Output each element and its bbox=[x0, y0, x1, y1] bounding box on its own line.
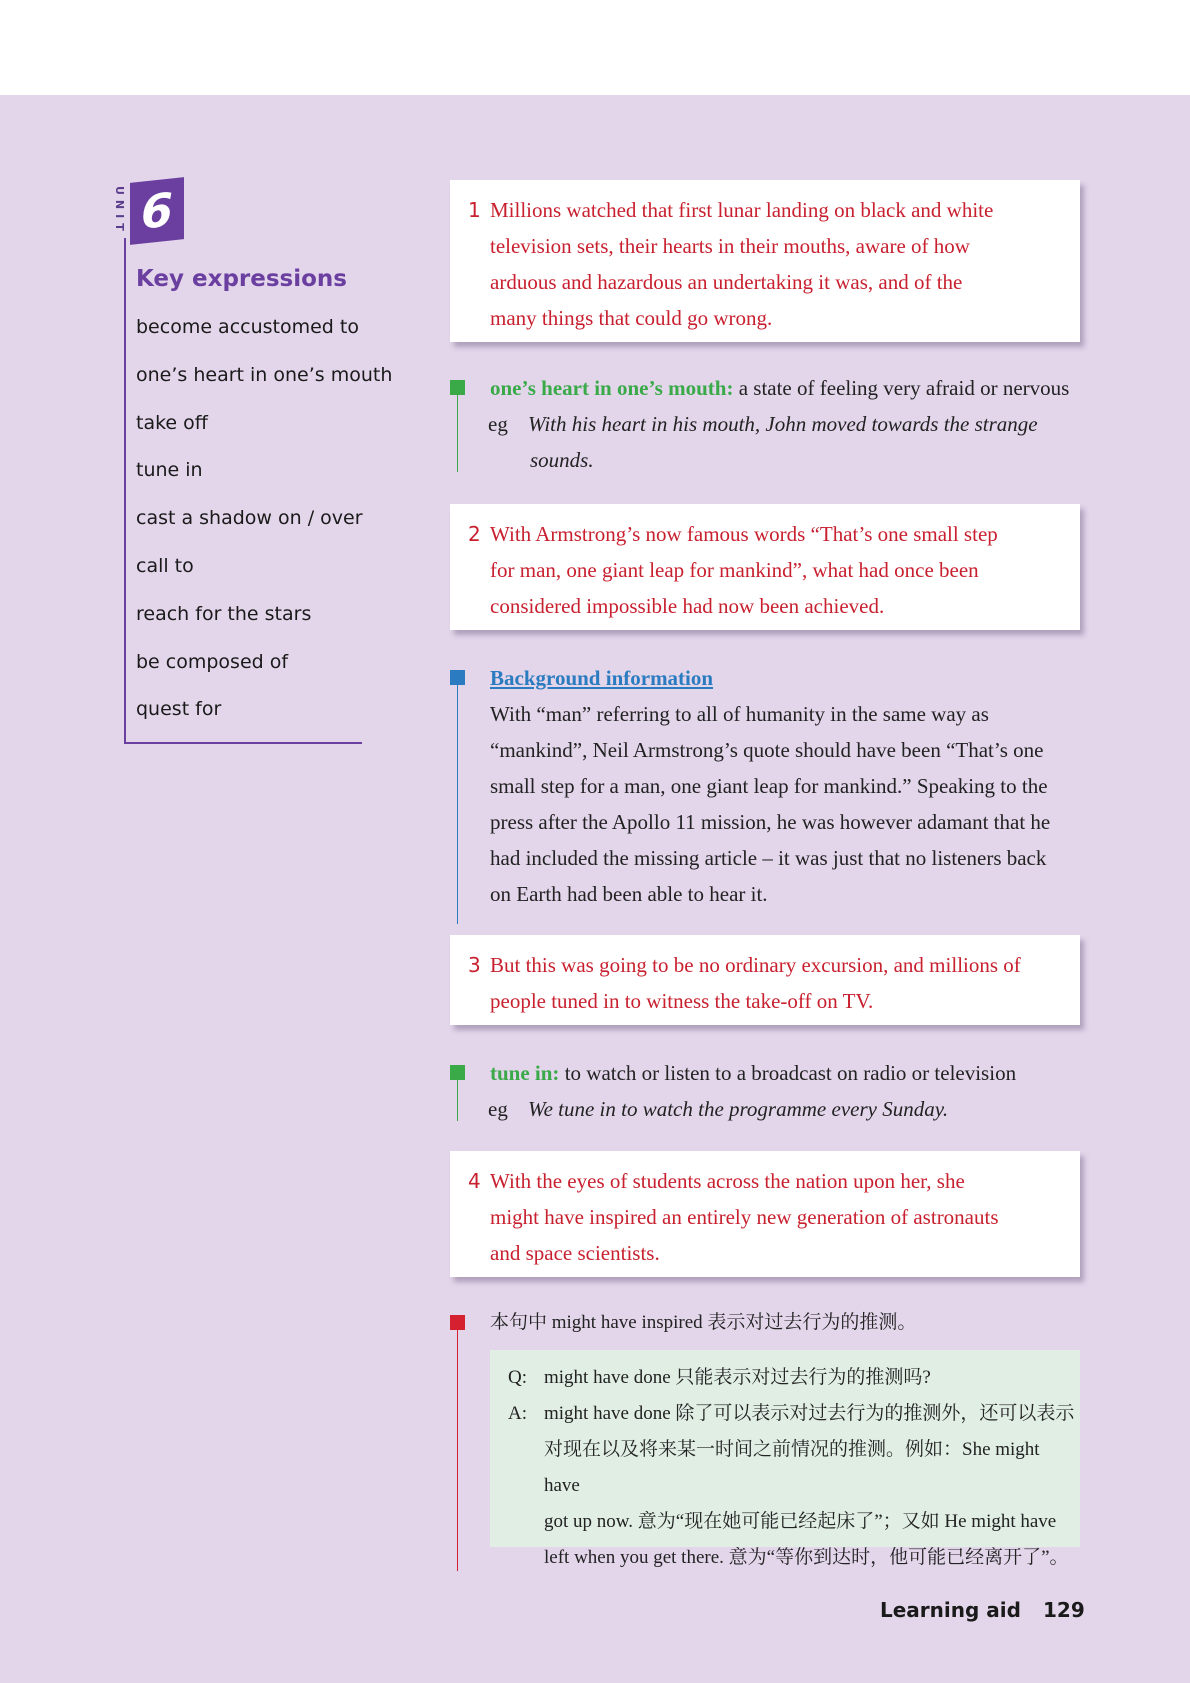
page-number: 129 bbox=[1043, 1598, 1085, 1622]
quote-line: With Armstrong’s now famous words “That’s one small step bbox=[490, 522, 998, 546]
unit-number-badge: 6 bbox=[130, 177, 184, 245]
quote-line: considered impossible had now been achieved. bbox=[490, 594, 885, 618]
green-square-icon bbox=[450, 1065, 465, 1080]
quote-box bbox=[450, 504, 1080, 630]
red-square-icon bbox=[450, 1315, 465, 1330]
list-item: cast a shadow on / over bbox=[136, 507, 363, 530]
answer-line: got up now. 意为“现在她可能已经起床了”；又如 He might have bbox=[544, 1511, 1057, 1532]
definition: a state of feeling very afraid or nervous bbox=[733, 376, 1070, 400]
quote-line: might have inspired an entirely new generation of astronauts bbox=[490, 1205, 999, 1229]
quote-line: But this was going to be no ordinary excursion, and millions of bbox=[490, 953, 1021, 977]
list-item: call to bbox=[136, 554, 194, 577]
list-item: become accustomed to bbox=[136, 316, 359, 338]
term: one’s heart in one’s mouth: bbox=[490, 376, 734, 400]
divider bbox=[124, 742, 362, 744]
list-item: reach for the stars bbox=[136, 602, 312, 625]
divider bbox=[457, 1329, 458, 1571]
quote-line: many things that could go wrong. bbox=[490, 306, 773, 330]
eg-label: eg bbox=[488, 1097, 508, 1121]
quote-box bbox=[450, 180, 1080, 342]
quote-number: 4 bbox=[468, 1169, 481, 1193]
answer-line: left when you get there. 意为“等你到达时，他可能已经离开了”。 bbox=[544, 1547, 1069, 1568]
background-information-link[interactable]: Background information bbox=[490, 666, 714, 690]
vocab-note bbox=[450, 1055, 1090, 1127]
section-label: Learning aid bbox=[880, 1598, 1021, 1622]
quote-line: With the eyes of students across the nation upon her, she bbox=[490, 1169, 965, 1193]
quote-line: television sets, their hearts in their mouths, aware of how bbox=[490, 234, 970, 258]
quote-line: people tuned in to witness the take-off on TV. bbox=[490, 989, 874, 1013]
quote-line: Millions watched that first lunar landing on black and white bbox=[490, 198, 994, 222]
question: might have done 只能表示对过去行为的推测吗? bbox=[544, 1367, 931, 1388]
grammar-note bbox=[450, 1305, 1090, 1341]
example: sounds. bbox=[530, 448, 594, 472]
green-square-icon bbox=[450, 380, 465, 395]
vocab-note bbox=[450, 370, 1090, 478]
text-line: With “man” referring to all of humanity in the same way as bbox=[490, 702, 989, 726]
q-label: Q: bbox=[508, 1367, 527, 1388]
text-line: on Earth had been able to hear it. bbox=[490, 882, 768, 906]
a-label: A: bbox=[508, 1403, 527, 1424]
divider bbox=[457, 394, 458, 472]
text-line: small step for a man, one giant leap for mankind.” Speaking to the bbox=[490, 774, 1048, 798]
unit-label: UNIT bbox=[113, 186, 126, 236]
example: With his heart in his mouth, John moved towards the strange bbox=[528, 412, 1038, 436]
text-line: had included the missing article – it was just that no listeners back bbox=[490, 846, 1047, 870]
key-expressions-title: Key expressions bbox=[136, 266, 347, 292]
qa-box bbox=[490, 1350, 1080, 1568]
list-item: one’s heart in one’s mouth bbox=[136, 363, 393, 386]
list-item: be composed of bbox=[136, 650, 289, 673]
quote-line: arduous and hazardous an undertaking it was, and of the bbox=[490, 270, 963, 294]
quote-box bbox=[450, 1151, 1080, 1277]
quote-number: 3 bbox=[468, 953, 481, 977]
answer-line: might have done 除了可以表示对过去行为的推测外，还可以表示 bbox=[544, 1403, 1075, 1424]
text-line: press after the Apollo 11 mission, he was however adamant that he bbox=[490, 810, 1051, 834]
background-note bbox=[450, 660, 1090, 912]
grammar-text: 本句中 might have inspired 表示对过去行为的推测。 bbox=[490, 1312, 917, 1333]
quote-line: for man, one giant leap for mankind”, what had once been bbox=[490, 558, 979, 582]
divider bbox=[457, 1079, 458, 1121]
key-expressions-list bbox=[136, 312, 392, 742]
quote-box bbox=[450, 935, 1080, 1025]
eg-label: eg bbox=[488, 412, 508, 436]
quote-line: and space scientists. bbox=[490, 1241, 660, 1265]
answer-line: 对现在以及将来某一时间之前情况的推测。例如：She might have bbox=[544, 1439, 1040, 1496]
term: tune in: bbox=[490, 1061, 560, 1085]
quote-number: 1 bbox=[468, 198, 481, 222]
divider bbox=[457, 684, 458, 924]
blue-square-icon bbox=[450, 670, 465, 685]
list-item: tune in bbox=[136, 459, 203, 482]
list-item: quest for bbox=[136, 698, 222, 721]
list-item: take off bbox=[136, 411, 208, 434]
text-line: “mankind”, Neil Armstrong’s quote should have been “That’s one bbox=[490, 738, 1044, 762]
definition: to watch or listen to a broadcast on radio or television bbox=[559, 1061, 1017, 1085]
example: We tune in to watch the programme every Sunday. bbox=[528, 1097, 949, 1121]
quote-number: 2 bbox=[468, 522, 481, 546]
divider bbox=[124, 238, 126, 744]
